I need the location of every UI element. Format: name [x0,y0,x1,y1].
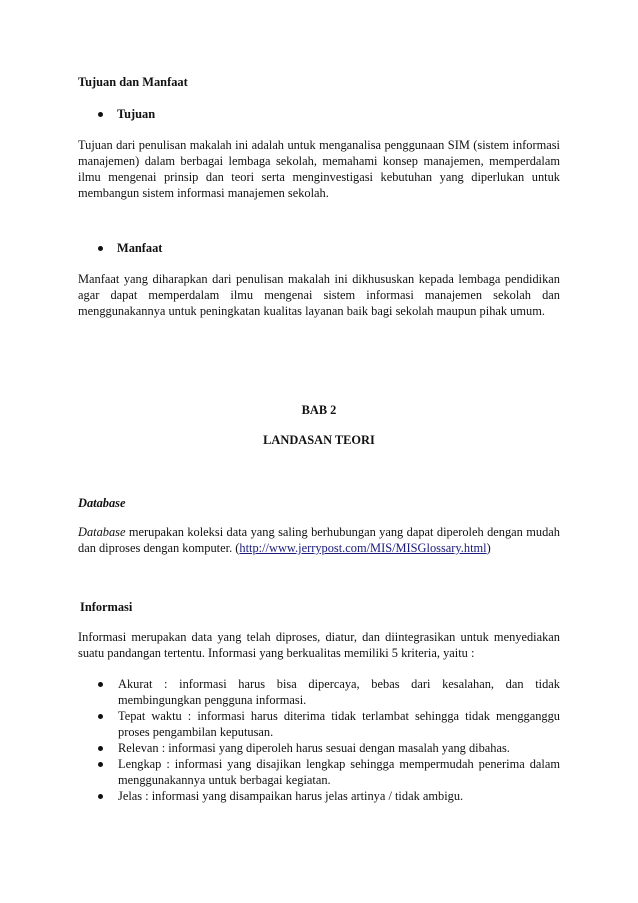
database-close: ) [486,541,491,555]
criteria-text: Lengkap : informasi yang disajikan lengkap sehingga mempermudah penerima dalam menggunakannya untuk berbagai kegiatan. [118,757,560,787]
list-item [98,676,560,708]
tujuan-paragraph: Tujuan dari penulisan makalah ini adalah untuk menganalisa penggunaan SIM (sistem informasi manajemen) dalam berbagai lembaga sekolah, memahami konsep manajemen, memperdalam ilmu mengenai prinsip dan teori serta menginvestigasi kebutuhan yang diperlukan untuk membangun sistem informasi manajemen sekolah. [78,138,560,200]
manfaat-heading [98,240,162,256]
manfaat-label: Manfaat [117,241,163,255]
chapter-number: BAB 2 [301,403,337,417]
criteria-text: Tepat waktu : informasi harus diterima tidak terlambat sehingga tidak mengganggu proses pengambilan keputusan. [118,709,560,739]
database-term: Database [78,525,126,539]
tujuan-label: Tujuan [117,107,156,121]
tujuan-heading [98,106,155,122]
list-item [98,740,560,756]
informasi-paragraph: Informasi merupakan data yang telah diproses, diatur, dan diintegrasikan untuk menyediakan suatu pandangan tertentu. Informasi yang berkualitas memiliki 5 kriteria, yaitu : [78,630,560,660]
manfaat-paragraph: Manfaat yang diharapkan dari penulisan makalah ini dikhususkan kepada lembaga pendidikan agar dapat memperdalam ilmu mengenai sistem informasi manajemen sekolah dan menggunakannya untuk peningkatan kualitas layanan baik bagi sekolah maupun pihak umum. [78,272,560,318]
bullet-icon [98,794,103,799]
criteria-text: Jelas : informasi yang disampaikan harus jelas artinya / tidak ambigu. [118,789,464,803]
database-paragraph [78,524,560,556]
criteria-text: Akurat : informasi harus bisa dipercaya, bebas dari kesalahan, dan tidak membingungkan pengguna informasi. [118,677,560,707]
bullet-icon [98,246,103,251]
bullet-icon [98,714,103,719]
criteria-list [98,676,560,804]
list-item [98,788,560,804]
list-item [98,756,560,788]
informasi-heading: Informasi [80,600,133,614]
bullet-icon [98,746,103,751]
bullet-icon [98,762,103,767]
list-item [98,708,560,740]
database-text: merupakan koleksi data yang saling berhubungan yang dapat diperoleh dengan mudah dan diproses dengan komputer. ( [78,525,560,555]
section-title: Tujuan dan Manfaat [78,75,188,89]
bullet-icon [98,112,103,117]
chapter-title: LANDASAN TEORI [263,433,375,447]
criteria-text: Relevan : informasi yang diperoleh harus sesuai dengan masalah yang dibahas. [118,741,510,755]
database-heading: Database [78,496,126,510]
bullet-icon [98,682,103,687]
glossary-link[interactable]: http://www.jerrypost.com/MIS/MISGlossary.html [239,541,487,555]
